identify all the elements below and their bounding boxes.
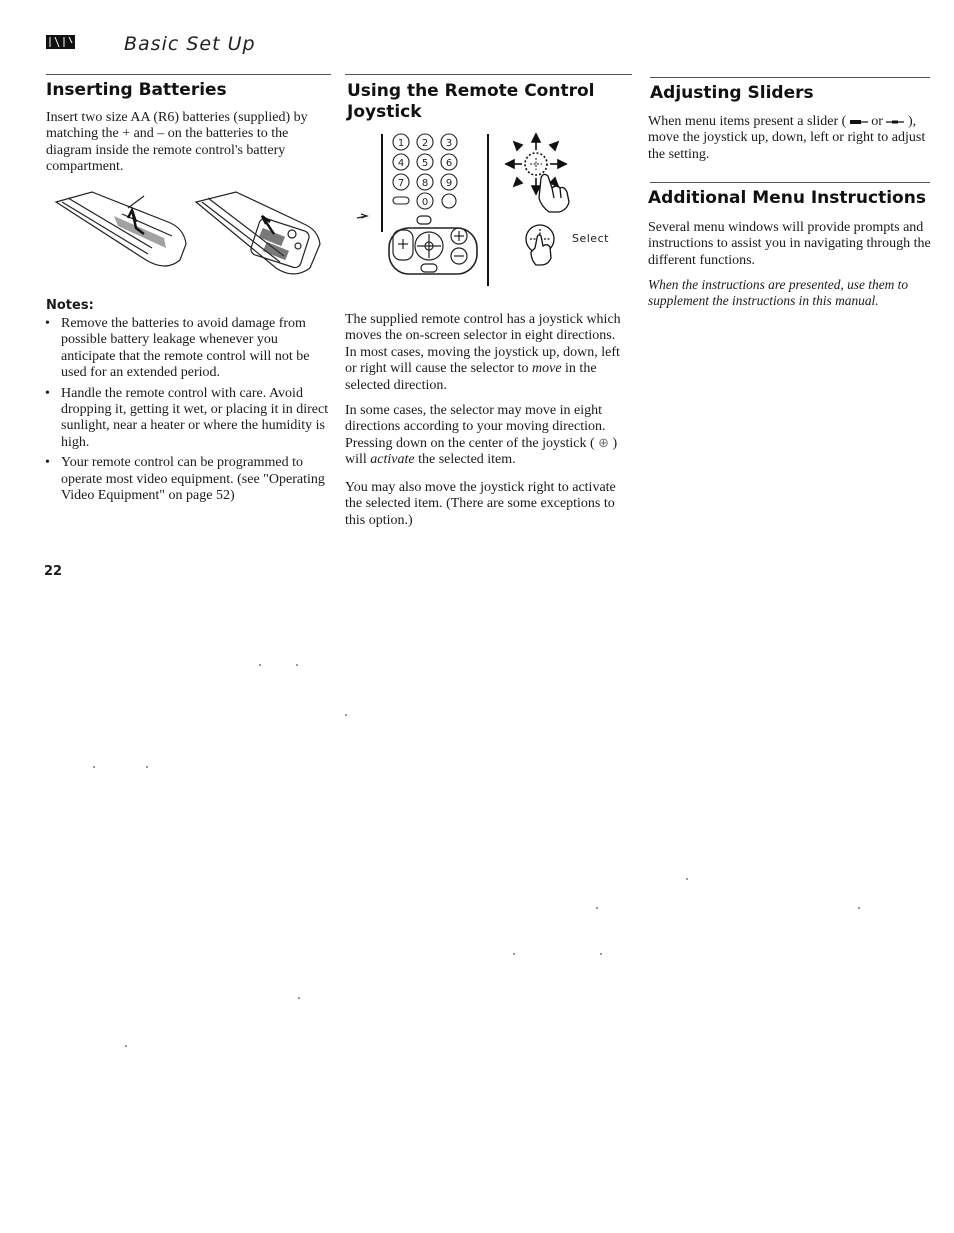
keypad-digit: 9 (445, 178, 453, 189)
column-rule (345, 74, 632, 75)
notes-list (44, 316, 334, 508)
additional-italic-note: When the instructions are presented, use them to supplement the instructions in this manual. (648, 277, 909, 309)
joystick-para-2-text-mid: ) will (345, 435, 618, 468)
joystick-para-1 (345, 312, 630, 394)
sliders-body-text: When menu items present a slider ( (648, 114, 850, 129)
joystick-para-2 (345, 403, 633, 469)
joystick-para-1-text: The supplied remote control has a joystick which moves the on-screen selector in eight directions. In most cases, moving the joystick up, down, left or right will cause the selector to (345, 312, 621, 377)
column-rule (650, 182, 930, 183)
joystick-center-icon: ⊕ (598, 435, 610, 451)
heading-joystick: Using the Remote Control Joystick (347, 81, 595, 122)
slider-empty-icon (886, 118, 904, 126)
joystick-para-1-text-end: in the selected direction. (345, 361, 597, 393)
keypad-digit: 7 (397, 178, 405, 189)
note-item: • Your remote control can be programmed to operate most video equipment. (see "Operating Video Equipment" on page 52) (44, 455, 334, 504)
additional-body: Several menu windows will provide prompts and instructions to assist you in navigating through the different functions. (648, 220, 931, 268)
keypad-digit: 5 (421, 158, 429, 169)
keypad-digit: 3 (445, 138, 453, 149)
keypad-digit: 4 (397, 158, 405, 169)
select-label: Select (572, 232, 609, 245)
joystick-para-2-text: In some cases, the selector may move in eight directions according to your moving direction. Pressing down on the center of the joystick ( (345, 403, 606, 451)
keypad-digit: 1 (397, 138, 405, 149)
joystick-para-1-emphasis: move (532, 361, 562, 377)
slider-filled-icon (850, 118, 868, 126)
joystick-para-2-text-end: the selected item. (414, 452, 516, 468)
notes-heading: Notes: (46, 298, 94, 313)
keypad-digit: 6 (445, 158, 453, 169)
sliders-body-or: or (867, 114, 887, 129)
page-number: 22 (44, 564, 63, 579)
column-rule (46, 74, 331, 75)
note-item: • Remove the batteries to avoid damage from possible battery leakage whenever you anticipate that the remote control will not be used for an extended period. (44, 316, 334, 382)
heading-inserting-batteries: Inserting Batteries (46, 80, 227, 100)
batteries-body: Insert two size AA (R6) batteries (supplied) by matching the + and – on the batteries to the diagram inside the remote control's battery compartment. (46, 110, 308, 175)
keypad-digit: 8 (421, 178, 429, 189)
keypad-digit: 0 (421, 197, 429, 208)
keypad-digit: 2 (421, 138, 429, 149)
joystick-para-2-emphasis: activate (370, 452, 415, 468)
joystick-para-3: You may also move the joystick right to activate the selected item. (There are some exceptions to this option.) (345, 480, 616, 528)
section-title: Basic Set Up (124, 33, 256, 55)
sliders-body-text-end: ), move the joystick up, down, left or right to adjust the setting. (648, 114, 926, 162)
heading-additional-menu-instructions: Additional Menu Instructions (648, 188, 926, 208)
remote-joystick-diagram (355, 132, 615, 290)
sliders-body (648, 114, 934, 163)
note-item: • Handle the remote control with care. Avoid dropping it, getting it wet, or placing it in direct sunlight, near a heater or where the humidity is high. (44, 386, 334, 452)
section-logo-icon (46, 34, 76, 50)
battery-insertion-illustration (48, 188, 328, 288)
column-rule (650, 77, 930, 78)
heading-adjusting-sliders: Adjusting Sliders (650, 83, 814, 103)
